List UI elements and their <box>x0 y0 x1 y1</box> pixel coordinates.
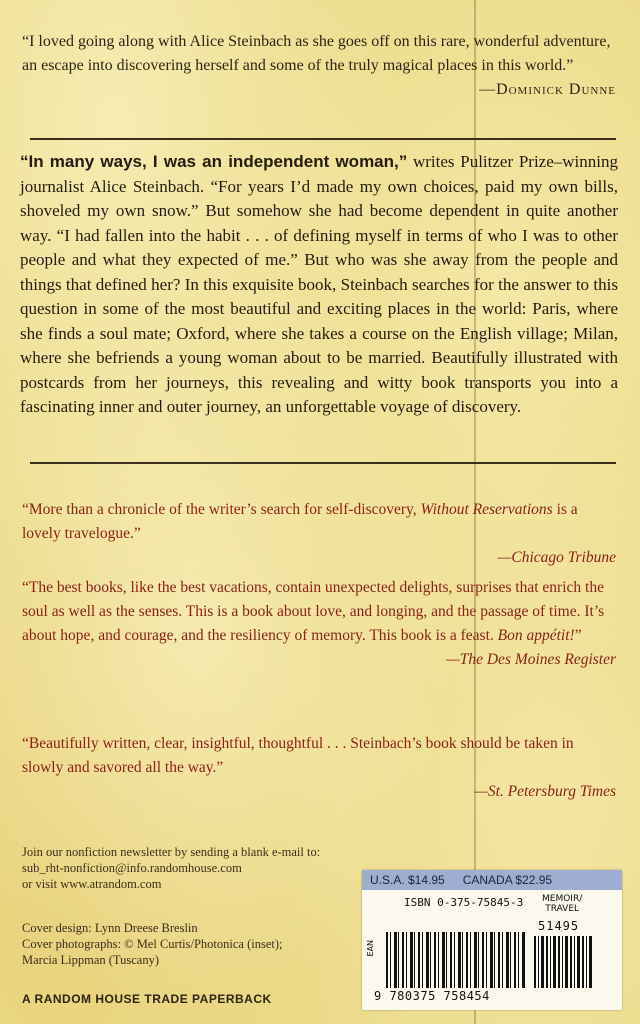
review-attribution: —The Des Moines Register <box>445 651 616 668</box>
book-description <box>20 150 618 420</box>
price-bar <box>362 870 622 890</box>
newsletter-line: Join our nonfiction newsletter by sending a blank e-mail to: <box>22 845 321 859</box>
price-barcode-label <box>362 870 622 1010</box>
cover-credits <box>22 920 283 968</box>
review-text: “The best books, like the best vacations, contain unexpected delights, surprises that enrich the soul as well as the senses. This is a book about love, and longing, and the passage of time. It’s about hope, and courage, and the resiliency of memory. This book is a feast. <box>22 579 605 644</box>
barcode-digits: 9 780375 758454 <box>374 989 490 1003</box>
top-endorsement-attribution: —Dominick Dunne <box>479 81 616 98</box>
usa-price: U.S.A. $14.95 <box>370 873 445 887</box>
review-quote-chicago <box>22 498 616 570</box>
publisher-imprint: A RANDOM HOUSE TRADE PAPERBACK <box>22 992 272 1006</box>
review-text-end: ” <box>574 627 582 644</box>
review-text-end: is a lovely travelogue.” <box>22 501 578 542</box>
canada-price: CANADA $22.95 <box>462 873 553 887</box>
genre-line: MEMOIR/ <box>542 894 583 904</box>
credit-line: Cover design: Lynn Dreese Breslin <box>22 921 198 935</box>
review-italic: Bon appétit! <box>497 627 575 644</box>
review-italic: Without Reservations <box>420 501 553 518</box>
top-endorsement <box>22 30 616 102</box>
credit-line: Marcia Lippman (Tuscany) <box>22 953 160 967</box>
newsletter-email: sub_rht-nonfiction@info.randomhouse.com <box>22 861 242 875</box>
ean-barcode <box>386 932 526 988</box>
blurb-lead: “In many ways, I was an independent woman,” <box>20 152 408 171</box>
divider-bottom <box>30 462 616 464</box>
price-addon-barcode <box>534 936 594 988</box>
credit-line: Cover photographs: © Mel Curtis/Photonica (inset); <box>22 937 283 951</box>
review-text: “More than a chronicle of the writer’s search for self-discovery, <box>22 501 421 518</box>
newsletter-info <box>22 844 320 892</box>
review-quote-st-petersburg <box>22 732 616 804</box>
blurb-body: writes Pulitzer Prize–winning journalist Alice Steinbach. “For years I’d made my own choices, paid my own bills, shoveled my own snow.” But somehow she had become dependent in quite another way. “I had fallen into the habit . . . of defining myself in terms of who I was to other people and what they expected of me.” But who was she away from the people and things that defined her? In this exquisite book, Steinbach searches for the answer to this question in some of the most beautiful and exciting places in the world: Paris, where she finds a soul mate; Oxford, where she takes a course on the English village; Milan, where she befriends a young woman about to be married. Beautifully illustrated with postcards from her journeys, this revealing and witty book transports you into a fascinating inner and outer journey, an unforgettable voyage of discovery. <box>20 152 618 416</box>
price-code: 51495 <box>538 919 580 933</box>
review-text: “Beautifully written, clear, insightful, thoughtful . . . Steinbach’s book should be taken in slowly and savored all the way.” <box>22 735 574 776</box>
genre-label <box>542 894 582 914</box>
divider-top <box>30 138 616 140</box>
review-quote-des-moines <box>22 576 616 672</box>
top-endorsement-text: “I loved going along with Alice Steinbach as she goes off on this rare, wonderful adventure, an escape into discovering herself and some of the truly magical places in this world.” <box>22 33 611 74</box>
genre-line: TRAVEL <box>545 904 580 914</box>
newsletter-website: or visit www.atrandom.com <box>22 877 162 891</box>
review-attribution: —Chicago Tribune <box>497 549 616 566</box>
ean-label: EAN <box>366 940 375 957</box>
review-attribution: —St. Petersburg Times <box>474 783 616 800</box>
isbn-text: ISBN 0-375-75845-3 <box>404 896 524 909</box>
